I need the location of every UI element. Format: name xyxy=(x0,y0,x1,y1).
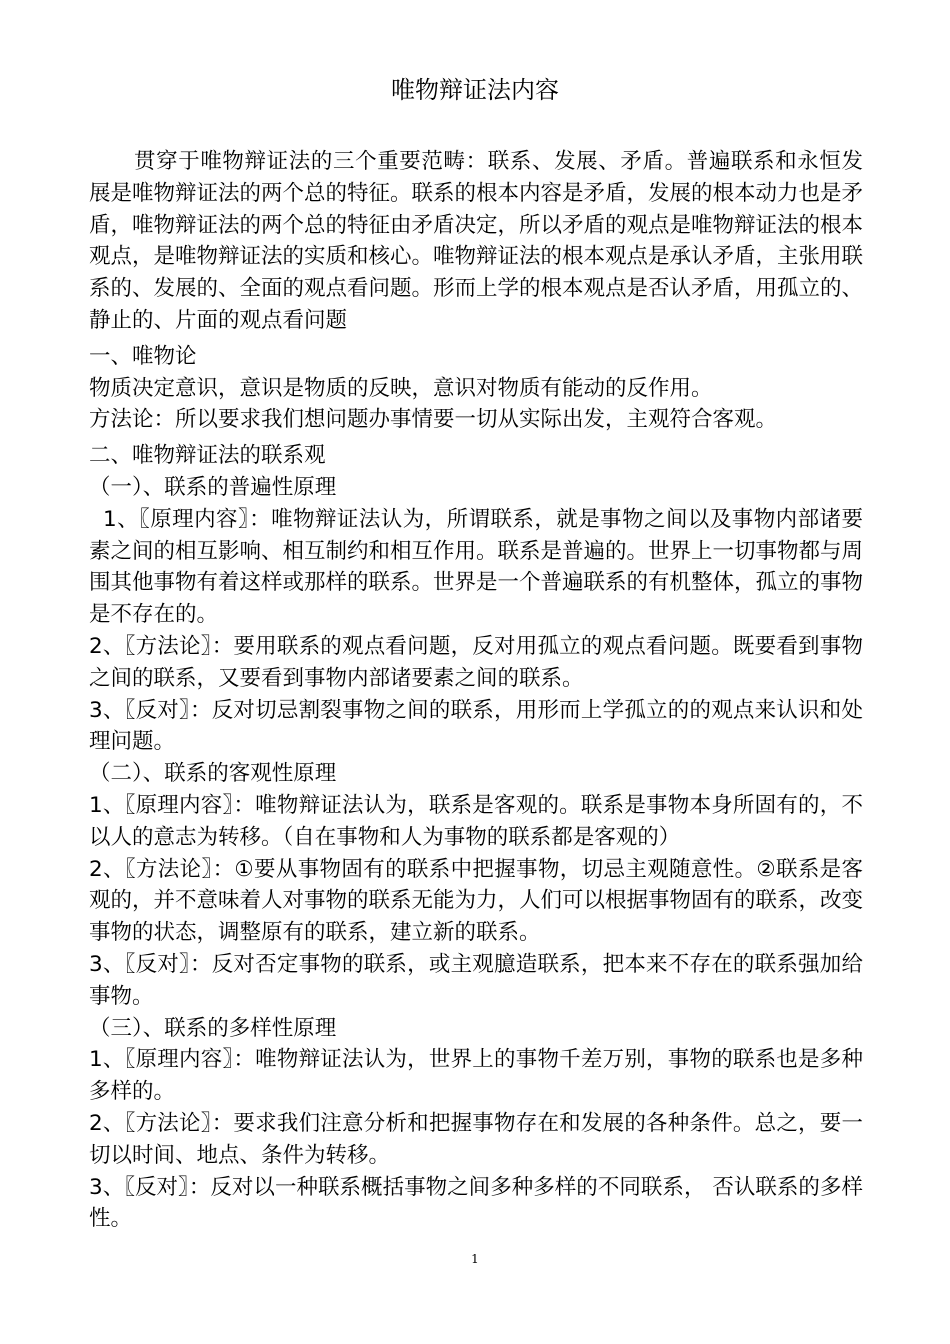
universality-methodology: 2、〖方法论〗：要用联系的观点看问题，反对用孤立的观点看问题。既要看到事物之间的联系，又要看到事物内部诸要素之间的联系。 xyxy=(89,633,863,691)
universality-principle: 1、〖原理内容〗：唯物辩证法认为，所谓联系，就是事物之间以及事物内部诸要素之间的相互影响、相互制约和相互作用。联系是普遍的。世界上一切事物都与周围其他事物有着这样或那样的联系。世界是一个普遍联系的有机整体，孤立的事物是不存在的。 xyxy=(89,506,864,628)
subsection-heading-diversity: （三）、联系的多样性原理 xyxy=(89,1015,337,1041)
objectivity-methodology: 2、〖方法论〗：①要从事物固有的联系中把握事物，切忌主观随意性。②联系是客观的，并不意味着人对事物的联系无能为力，人们可以根据事物固有的联系，改变事物的状态，调整原有的联系，建立新的联系。 xyxy=(89,856,864,946)
subsection-heading-universality: （一）、联系的普遍性原理 xyxy=(89,474,337,500)
subsection-heading-objectivity: （二）、联系的客观性原理 xyxy=(89,761,337,787)
materialism-methodology: 方法论：所以要求我们想问题办事情要一切从实际出发，主观符合客观。 xyxy=(89,407,778,433)
page-number: 1 xyxy=(471,1252,479,1266)
objectivity-principle: 1、〖原理内容〗：唯物辩证法认为，联系是客观的。联系是事物本身所固有的，不以人的意志为转移。（自在事物和人为事物的联系都是客观的） xyxy=(89,792,863,850)
objectivity-opposition: 3、〖反对〗：反对否定事物的联系，或主观臆造联系，把本来不存在的联系强加给事物。 xyxy=(89,951,863,1009)
diversity-methodology: 2、〖方法论〗：要求我们注意分析和把握事物存在和发展的各种条件。总之，要一切以时间、地点、条件为转移。 xyxy=(89,1110,863,1168)
document-title: 唯物辩证法内容 xyxy=(391,76,559,104)
intro-paragraph: 贯穿于唯物辩证法的三个重要范畴：联系、发展、矛盾。普遍联系和永恒发展是唯物辩证法的两个总的特征。联系的根本内容是矛盾，发展的根本动力也是矛盾，唯物辩证法的两个总的特征由矛盾决定，所以矛盾的观点是唯物辩证法的根本观点，是唯物辩证法的实质和核心。唯物辩证法的根本观点是承认矛盾，主张用联系的、发展的、全面的观点看问题。形而上学的根本观点是否认矛盾，用孤立的、静止的、片面的观点看问题 xyxy=(89,149,864,333)
materialism-statement: 物质决定意识，意识是物质的反映，意识对物质有能动的反作用。 xyxy=(89,375,713,401)
universality-opposition: 3、〖反对〗：反对切忌割裂事物之间的联系，用形而上学孤立的的观点来认识和处理问题。 xyxy=(89,697,863,755)
section-heading-connection: 二、唯物辩证法的联系观 xyxy=(89,443,326,469)
diversity-principle: 1、〖原理内容〗：唯物辩证法认为，世界上的事物千差万别，事物的联系也是多种多样的。 xyxy=(89,1047,863,1105)
section-heading-materialism: 一、唯物论 xyxy=(89,343,197,369)
document-body xyxy=(89,146,863,1235)
diversity-opposition: 3、〖反对〗：反对以一种联系概括事物之间多种多样的不同联系， 否认联系的多样性。 xyxy=(89,1174,863,1232)
